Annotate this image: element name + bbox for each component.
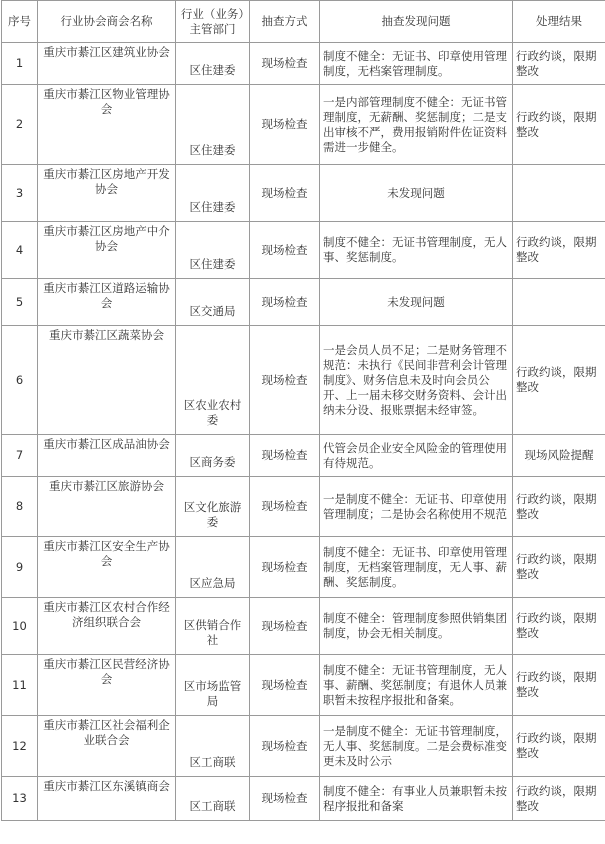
cell-association-name: 重庆市綦江区蔬菜协会: [38, 326, 176, 435]
cell-result: 行政约谈，限期整改: [513, 477, 605, 537]
cell-department: 区商务委: [176, 435, 250, 477]
table-row: [2, 716, 605, 777]
cell-association-name: 重庆市綦江区东溪镇商会: [38, 777, 176, 821]
cell-department: 区工商联: [176, 777, 250, 821]
cell-no: 1: [2, 43, 38, 85]
cell-no: 7: [2, 435, 38, 477]
cell-no: 3: [2, 165, 38, 222]
table-row: [2, 43, 605, 85]
cell-method: 现场检查: [250, 477, 320, 537]
cell-result: 行政约谈，限期整改: [513, 326, 605, 435]
header-no: 序号: [2, 1, 38, 43]
cell-department: 区供销合作社: [176, 598, 250, 655]
cell-issues: 制度不健全：无证书、印章使用管理制度，无档案管理制度，无人事、薪酬、奖惩制度。: [320, 537, 513, 598]
cell-method: 现场检查: [250, 435, 320, 477]
cell-department: 区交通局: [176, 279, 250, 326]
table-row: [2, 165, 605, 222]
cell-method: 现场检查: [250, 655, 320, 716]
cell-result: 行政约谈，限期整改: [513, 537, 605, 598]
cell-association-name: 重庆市綦江区建筑业协会: [38, 43, 176, 85]
cell-result: 行政约谈，限期整改: [513, 716, 605, 777]
cell-method: 现场检查: [250, 537, 320, 598]
cell-department: 区农业农村委: [176, 326, 250, 435]
cell-issues: 一是制度不健全：无证书管理制度，无人事、奖惩制度。二是会费标准变更未及时公示: [320, 716, 513, 777]
cell-department: 区住建委: [176, 222, 250, 279]
cell-no: 8: [2, 477, 38, 537]
table-row: [2, 435, 605, 477]
cell-no: 11: [2, 655, 38, 716]
header-name: 行业协会商会名称: [38, 1, 176, 43]
cell-department: 区应急局: [176, 537, 250, 598]
cell-department: 区住建委: [176, 85, 250, 165]
cell-method: 现场检查: [250, 279, 320, 326]
cell-issues: 制度不健全：无证书、印章使用管理制度，无档案管理制度。: [320, 43, 513, 85]
cell-method: 现场检查: [250, 85, 320, 165]
cell-issues: 一是内部管理制度不健全：无证书管理制度，无薪酬、奖惩制度；二是支出审核不严，费用报销附件佐证资料需进一步健全。: [320, 85, 513, 165]
table-header-row: [2, 1, 605, 43]
cell-association-name: 重庆市綦江区民营经济协会: [38, 655, 176, 716]
cell-no: 12: [2, 716, 38, 777]
table-row: [2, 279, 605, 326]
header-dept: 行业（业务）主管部门: [176, 1, 250, 43]
cell-no: 9: [2, 537, 38, 598]
cell-result: [513, 165, 605, 222]
cell-issues: 制度不健全：无证书管理制度，无人事、薪酬、奖惩制度；有退休人员兼职暂未按程序报批和备案。: [320, 655, 513, 716]
cell-no: 6: [2, 326, 38, 435]
cell-issues: 一是制度不健全：无证书、印章使用管理制度；二是协会名称使用不规范: [320, 477, 513, 537]
cell-department: 区市场监管局: [176, 655, 250, 716]
cell-no: 4: [2, 222, 38, 279]
cell-association-name: 重庆市綦江区旅游协会: [38, 477, 176, 537]
cell-method: 现场检查: [250, 222, 320, 279]
cell-issues: 代管会员企业安全风险金的管理使用有待规范。: [320, 435, 513, 477]
cell-association-name: 重庆市綦江区社会福利企业联合会: [38, 716, 176, 777]
cell-method: 现场检查: [250, 777, 320, 821]
cell-no: 2: [2, 85, 38, 165]
cell-association-name: 重庆市綦江区房地产开发协会: [38, 165, 176, 222]
cell-result: 行政约谈，限期整改: [513, 43, 605, 85]
table-row: [2, 598, 605, 655]
table-row: [2, 85, 605, 165]
cell-result: 现场风险提醒: [513, 435, 605, 477]
cell-no: 5: [2, 279, 38, 326]
header-issues: 抽查发现问题: [320, 1, 513, 43]
cell-association-name: 重庆市綦江区成品油协会: [38, 435, 176, 477]
cell-association-name: 重庆市綦江区房地产中介协会: [38, 222, 176, 279]
cell-department: 区工商联: [176, 716, 250, 777]
header-result: 处理结果: [513, 1, 605, 43]
cell-result: 行政约谈，限期整改: [513, 655, 605, 716]
cell-result: 行政约谈，限期整改: [513, 85, 605, 165]
cell-result: 行政约谈，限期整改: [513, 777, 605, 821]
table-row: [2, 537, 605, 598]
cell-method: 现场检查: [250, 326, 320, 435]
table-row: [2, 477, 605, 537]
cell-association-name: 重庆市綦江区道路运输协会: [38, 279, 176, 326]
cell-result: [513, 279, 605, 326]
cell-department: 区住建委: [176, 165, 250, 222]
cell-issues: 制度不健全：管理制度参照供销集团制度，协会无相关制度。: [320, 598, 513, 655]
header-method: 抽查方式: [250, 1, 320, 43]
table-row: [2, 326, 605, 435]
inspection-table: [1, 0, 605, 821]
table-row: [2, 222, 605, 279]
cell-issues: 未发现问题: [320, 279, 513, 326]
cell-issues: 一是会员人员不足；二是财务管理不规范：未执行《民间非营利会计管理制度》、财务信息未及时向会员公开、上一届未移交财务资料、会计出纳未分设、报账票据未经审签。: [320, 326, 513, 435]
table-row: [2, 655, 605, 716]
cell-issues: 未发现问题: [320, 165, 513, 222]
cell-no: 10: [2, 598, 38, 655]
cell-method: 现场检查: [250, 598, 320, 655]
cell-no: 13: [2, 777, 38, 821]
cell-association-name: 重庆市綦江区物业管理协会: [38, 85, 176, 165]
table-row: [2, 777, 605, 821]
cell-issues: 制度不健全：无证书管理制度，无人事、奖惩制度。: [320, 222, 513, 279]
cell-method: 现场检查: [250, 43, 320, 85]
cell-result: 行政约谈，限期整改: [513, 598, 605, 655]
cell-method: 现场检查: [250, 716, 320, 777]
cell-association-name: 重庆市綦江区安全生产协会: [38, 537, 176, 598]
cell-result: 行政约谈，限期整改: [513, 222, 605, 279]
cell-department: 区住建委: [176, 43, 250, 85]
cell-method: 现场检查: [250, 165, 320, 222]
cell-department: 区文化旅游委: [176, 477, 250, 537]
cell-issues: 制度不健全：有事业人员兼职暂未按程序报批和备案: [320, 777, 513, 821]
cell-association-name: 重庆市綦江区农村合作经济组织联合会: [38, 598, 176, 655]
